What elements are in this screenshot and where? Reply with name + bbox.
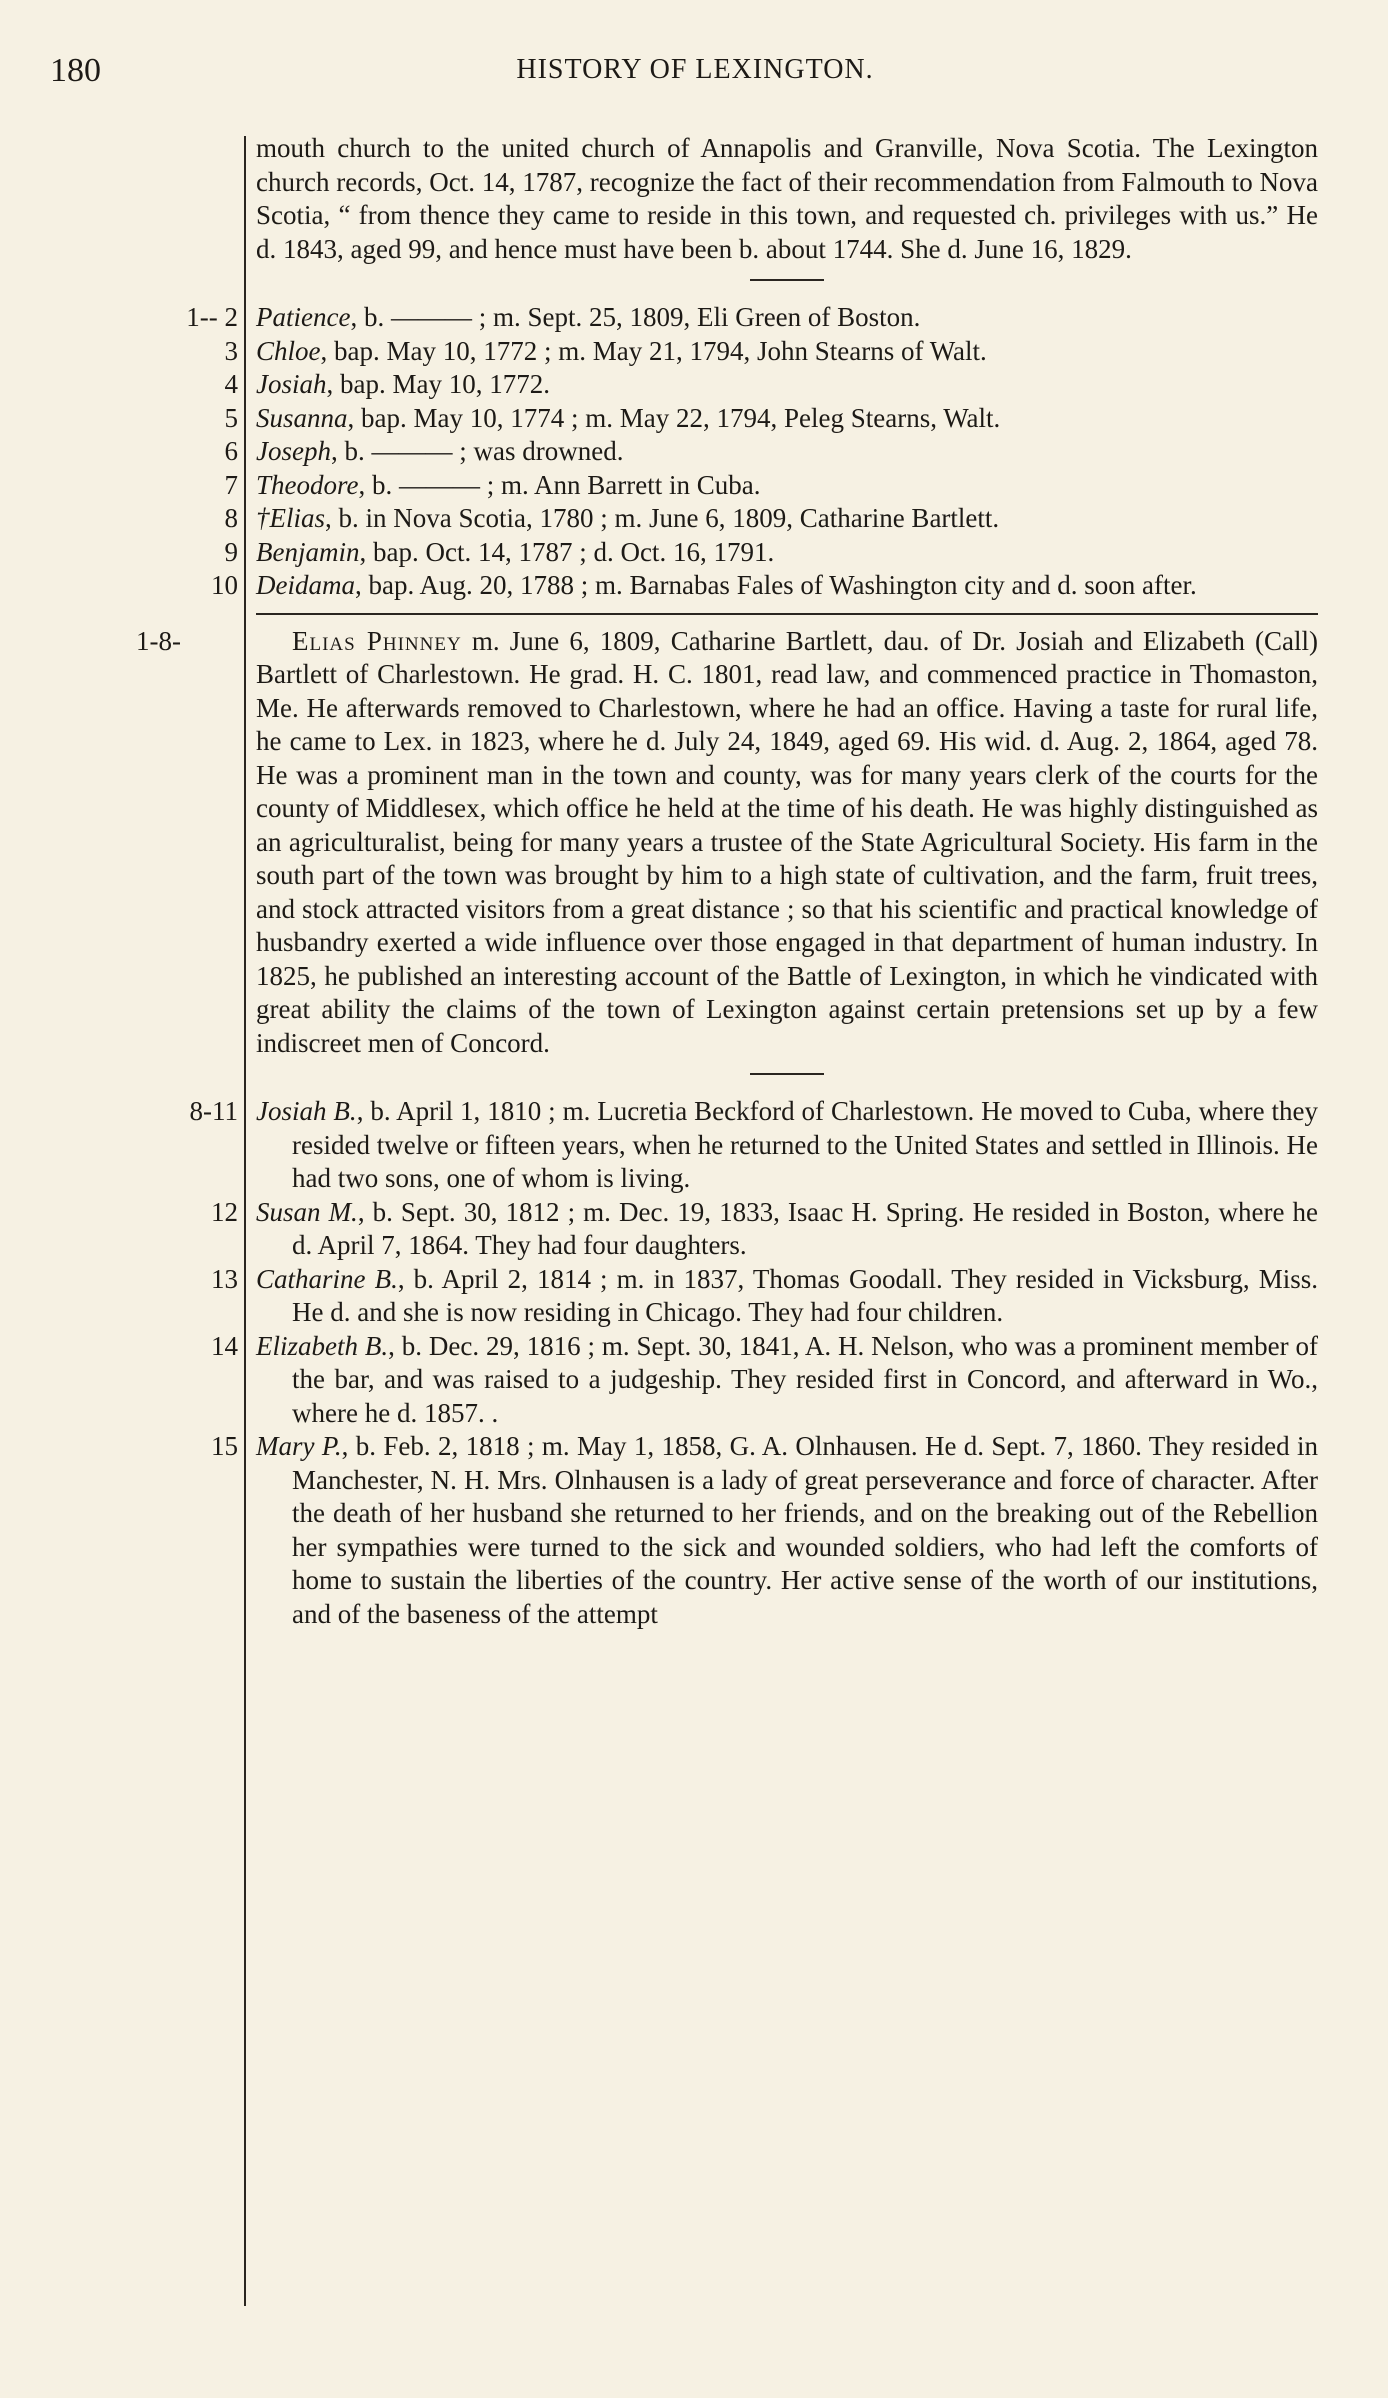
entry-number: 8 [224, 503, 238, 533]
intro-paragraph: mouth church to the united church of Annapolis and Granville, Nova Scotia. The Lexington church records, Oct. 14, 1787, recognize the fact of their recommendation from Falmouth to Nova Scotia, “ from thence they came to reside in this town, and requested ch. privileges with us.” He d. 1843, aged 99, and hence must have been b. about 1744. She d. June 16, 1829. [256, 133, 1318, 264]
section-separator [750, 279, 824, 281]
entry-number: 4 [224, 369, 238, 399]
list-item [211, 1196, 1318, 1263]
entry-name: Patience [256, 302, 351, 332]
entry-name: Elias Phinney [292, 625, 462, 656]
entry-number: 1-8- [136, 625, 181, 656]
list-item [186, 301, 1318, 335]
running-title: HISTORY OF LEXINGTON. [516, 54, 874, 85]
entry-number: 14 [211, 1330, 238, 1361]
list-item [224, 368, 1318, 402]
list-item [211, 1430, 1318, 1631]
entry-number: 6 [224, 436, 238, 466]
grandchildren-list [189, 1095, 1319, 1631]
entry-number: 3 [224, 335, 238, 366]
page-number: 180 [50, 52, 101, 89]
margin-rule [244, 136, 246, 2306]
entry-text: , b. April 2, 1814 ; m. in 1837, Thomas Goodall. They resided in Vicksburg, Miss. He d. and she is now residing in Chicago. They had four children. [292, 1263, 1319, 1327]
entry-name: Benjamin [256, 536, 360, 567]
entry-name: Catharine B. [256, 1263, 398, 1294]
list-item [224, 536, 1318, 570]
entry-text: , bap. Aug. 20, 1788 ; m. Barnabas Fales of Washington city and d. soon after. [354, 570, 1197, 600]
list-item [224, 402, 1318, 436]
list-item [211, 1263, 1319, 1330]
entry-number: 12 [211, 1196, 238, 1227]
entry-number: 8-11 [189, 1096, 238, 1126]
entry-name: Susan M. [256, 1196, 358, 1227]
entry-text: , bap. May 10, 1772. [326, 369, 550, 399]
entry-text: , b. ——— ; m. Sept. 25, 1809, Eli Green of Boston. [350, 302, 921, 332]
entry-number: 7 [224, 469, 238, 500]
entry-name: Mary P. [256, 1431, 342, 1461]
entry-text: , b. April 1, 1810 ; m. Lucretia Beckford of Charlestown. He moved to Cuba, where they resided twelve or fifteen years, when he returned to the United States and settled in Illinois. He had two sons, one of whom is living. [292, 1096, 1318, 1193]
list-item [224, 435, 1318, 469]
page-header [50, 52, 1340, 102]
entry-name: Josiah B. [256, 1096, 357, 1126]
entry-text: , bap. May 10, 1774 ; m. May 22, 1794, Peleg Stearns, Walt. [347, 402, 1001, 433]
entry-name: Josiah [256, 369, 327, 399]
entry-number: 10 [211, 570, 238, 600]
entry-text: , b. Feb. 2, 1818 ; m. May 1, 1858, G. A. Olnhausen. He d. Sept. 7, 1860. They resided in Manchester, N. H. Mrs. Olnhausen is a lady of great perseverance and force of character. After the death of her husband she returned to her friends, and on the breaking out of the Rebellion her sympathies were turned to the sick and wounded soldiers, who had left the comforts of home to sustain the liberties of the country. Her active sense of the worth of our institutions, and of the baseness of the attempt [292, 1431, 1318, 1629]
entry-text: , b. in Nova Scotia, 1780 ; m. June 6, 1809, Catharine Bartlett. [325, 503, 1000, 533]
entry-name: Chloe [256, 335, 321, 366]
list-item [224, 335, 1318, 369]
section-rule [256, 613, 1318, 615]
entry-text: , b. Sept. 30, 1812 ; m. Dec. 19, 1833, Isaac H. Spring. He resided in Boston, where he d. April 7, 1864. They had four daughters. [292, 1196, 1318, 1260]
entry-name: Theodore [256, 469, 359, 500]
entry-text: , b. ——— ; m. Ann Barrett in Cuba. [358, 469, 761, 500]
entry-name: Joseph [256, 436, 331, 466]
list-item [189, 1095, 1318, 1196]
page-body [136, 132, 1319, 1631]
entry-number: 15 [211, 1431, 238, 1461]
list-item [224, 469, 1318, 503]
entry-number: 9 [224, 536, 238, 567]
children-list [186, 301, 1318, 603]
entry-name: Elizabeth B. [256, 1330, 389, 1361]
entry-text: m. June 6, 1809, Catharine Bartlett, dau. of Dr. Josiah and Elizabeth (Call) Bartlett of Charlestown. He grad. H. C. 1801, read law, and commenced practice in Thomaston, Me. He afterwards removed to Charlestown, where he had an office. Having a taste for rural life, he came to Lex. in 1823, where he d. July 24, 1849, aged 69. His wid. d. Aug. 2, 1864, aged 78. He was a prominent man in the town and county, was for many years clerk of the courts for the county of Middlesex, which office he held at the time of his death. He was highly distinguished as an agriculturalist, being for many years a trustee of the State Agricultural Society. His farm in the south part of the town was brought by him to a high state of cultivation, and the farm, fruit trees, and stock attracted visitors from a great distance ; so that his scientific and practical knowledge of husbandry exerted a wide influence over those engaged in that department of human industry. In 1825, he published an interesting account of the Battle of Lexington, in which he vindicated with great ability the claims of the town of Lexington against certain pretensions set up by a few indiscreet men of Concord. [256, 625, 1318, 1058]
entry-number: 13 [211, 1263, 238, 1294]
entry-text: , bap. Oct. 14, 1787 ; d. Oct. 16, 1791. [359, 536, 775, 567]
section-separator [750, 1073, 824, 1075]
list-item [211, 569, 1318, 603]
entry-name: Susanna [256, 402, 348, 433]
list-item [224, 502, 1318, 536]
entry-name: †Elias [256, 503, 326, 533]
entry-number: 5 [224, 402, 238, 433]
elias-phinney-section [136, 625, 1318, 1061]
entry-name: Deidama [256, 570, 355, 600]
entry-text: , b. Dec. 29, 1816 ; m. Sept. 30, 1841, A. H. Nelson, who was a prominent member of the bar, and was raised to a judgeship. They resided first in Concord, and afterward in Wo., where he d. 1857. . [292, 1330, 1318, 1428]
entry-text: , bap. May 10, 1772 ; m. May 21, 1794, John Stearns of Walt. [320, 335, 987, 366]
entry-number: 1-- 2 [186, 302, 238, 332]
entry-text: , b. ——— ; was drowned. [330, 436, 624, 466]
list-item [211, 1330, 1318, 1431]
